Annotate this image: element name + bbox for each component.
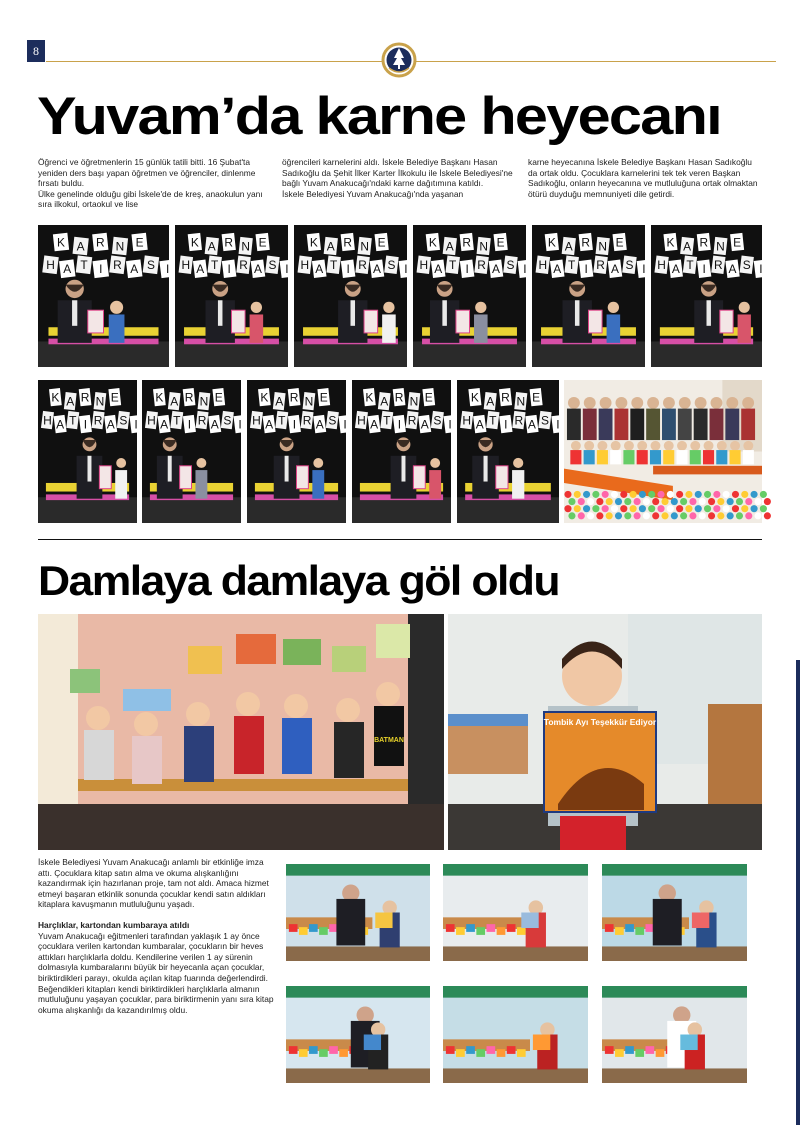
svg-text:A: A: [486, 394, 495, 409]
svg-text:S: S: [433, 413, 442, 428]
svg-text:T: T: [211, 258, 219, 273]
svg-text:N: N: [360, 239, 369, 254]
book-fair-photo: [602, 864, 747, 961]
svg-text:I: I: [404, 262, 408, 277]
book-fair-photo: [443, 864, 588, 961]
article-2-paragraph: İskele Belediyesi Yuvam Anakucağı anlamlı bir etkinliğe imza attı. Çocuklara kitap satın alma ve okuma alışkanlığını kazandırmak için hazırlanan proje, tam not aldı. Amaca hizmet etmeyi başaran etkinlik sonunda çocuklar kendi satın aldıkları kitaplara kavuşmanın mutluluğunu yaşadı.: [38, 857, 269, 910]
svg-text:A: A: [445, 239, 454, 254]
svg-text:A: A: [254, 262, 262, 277]
svg-text:R: R: [95, 235, 105, 250]
svg-text:A: A: [373, 262, 381, 277]
svg-text:H: H: [252, 413, 261, 428]
svg-text:T: T: [330, 258, 338, 273]
svg-text:A: A: [196, 262, 205, 277]
svg-text:A: A: [611, 262, 619, 277]
svg-text:H: H: [462, 413, 472, 428]
svg-text:I: I: [642, 262, 646, 277]
right-edge-bar: [796, 0, 800, 1125]
karne-photo: [651, 225, 762, 367]
svg-text:I: I: [134, 417, 138, 432]
article-2-paragraph: Yuvam Anakucağı eğitmenleri tarafından yaklaşık 1 ay önce çocuklara verilen kartondan kumbaralar, çocukların bir heves attıkları harçlıklarla doldu. Kendilerine verilen 1 ay sürenin dolmasıyla kumbaralarını büyük bir heyecanla açan çocuklar, biriktirdikleri parayı, okulda açılan kitap fuarında değerlendirdi. Beğendikleri kitapları kendi biriktirdikleri harçlıklarla almanın mutluluğunu yaşayan çocuklar, para biriktirmenin yanı sıra kitap okuma alışkanlığı da kazandırılmış oldu.: [38, 930, 274, 1015]
municipality-logo-icon: [381, 36, 417, 86]
svg-text:I: I: [187, 417, 192, 432]
svg-text:A: A: [130, 262, 139, 277]
svg-text:A: A: [160, 417, 169, 432]
svg-text:A: A: [315, 262, 324, 277]
svg-text:R: R: [224, 235, 234, 250]
svg-text:H: H: [538, 258, 548, 273]
book-fair-photo: [286, 864, 430, 961]
svg-text:R: R: [197, 413, 207, 428]
svg-text:T: T: [568, 258, 576, 273]
svg-text:I: I: [397, 417, 402, 432]
svg-text:T: T: [686, 258, 694, 273]
svg-text:I: I: [83, 417, 88, 432]
svg-text:N: N: [716, 239, 725, 254]
children-holding-books-photo: [38, 614, 444, 850]
svg-text:N: N: [479, 239, 488, 254]
svg-text:T: T: [80, 258, 88, 273]
svg-text:A: A: [380, 394, 389, 409]
page-number: 8: [27, 40, 45, 62]
svg-text:E: E: [424, 390, 433, 405]
karne-photo: [532, 225, 645, 367]
svg-text:A: A: [106, 417, 115, 432]
svg-text:S: S: [625, 258, 634, 273]
svg-text:A: A: [265, 417, 274, 432]
svg-text:K: K: [51, 390, 60, 405]
svg-text:N: N: [199, 394, 209, 409]
svg-text:S: S: [328, 413, 337, 428]
svg-text:K: K: [365, 390, 374, 405]
svg-text:R: R: [462, 235, 472, 250]
karne-photo: [175, 225, 288, 367]
svg-text:R: R: [358, 258, 367, 273]
svg-text:A: A: [56, 417, 65, 432]
article-1-paragraph: Öğrenci ve öğretmenlerin 15 günlük tatili bitti. 16 Şubat'ta yeniden ders başı yapan öğretmen ve öğrenciler, dinlenme fırsatı buldu.: [38, 157, 256, 189]
article-1-paragraph: İskele Belediyesi Yuvam Anakucağı'nda yaşanan: [282, 188, 464, 199]
svg-text:R: R: [394, 390, 404, 405]
svg-text:A: A: [527, 417, 536, 432]
karne-photo: [142, 380, 241, 523]
svg-text:H: H: [300, 258, 310, 273]
book-fair-photo: [602, 986, 747, 1083]
svg-text:A: A: [315, 417, 324, 432]
svg-text:H: H: [357, 413, 366, 428]
svg-text:R: R: [239, 258, 248, 273]
svg-text:K: K: [470, 390, 479, 405]
svg-text:I: I: [556, 417, 560, 432]
svg-text:S: S: [506, 258, 515, 273]
svg-text:H: H: [147, 413, 156, 428]
svg-text:R: R: [514, 413, 524, 428]
karne-photo: [38, 225, 169, 367]
svg-text:A: A: [434, 262, 443, 277]
svg-text:S: S: [119, 413, 128, 428]
svg-text:A: A: [326, 239, 335, 254]
karne-photo: [294, 225, 407, 367]
karne-photo: [352, 380, 451, 523]
svg-text:T: T: [173, 413, 181, 428]
svg-text:N: N: [95, 394, 105, 409]
svg-text:K: K: [666, 235, 675, 250]
svg-text:E: E: [110, 390, 119, 405]
svg-text:T: T: [489, 413, 497, 428]
svg-text:E: E: [532, 390, 541, 405]
svg-text:I: I: [523, 262, 527, 277]
svg-text:S: S: [742, 258, 751, 273]
svg-text:N: N: [516, 394, 526, 409]
svg-text:K: K: [428, 235, 437, 250]
svg-text:E: E: [615, 235, 624, 250]
svg-text:R: R: [113, 258, 122, 273]
svg-text:H: H: [46, 258, 55, 273]
svg-text:T: T: [383, 413, 391, 428]
svg-text:E: E: [496, 235, 505, 250]
svg-text:T: T: [69, 413, 77, 428]
svg-text:A: A: [683, 239, 692, 254]
svg-text:I: I: [346, 262, 350, 277]
svg-text:N: N: [115, 239, 125, 254]
boy-holding-book-photo: [448, 614, 762, 850]
svg-text:A: A: [66, 394, 75, 409]
book-fair-photo: [443, 986, 588, 1083]
svg-text:R: R: [184, 390, 194, 405]
svg-text:N: N: [598, 239, 607, 254]
svg-text:R: R: [581, 235, 591, 250]
svg-text:A: A: [475, 417, 484, 432]
svg-text:R: R: [477, 258, 486, 273]
group-ball-pit-photo: [564, 380, 762, 523]
svg-text:E: E: [319, 390, 328, 405]
svg-text:E: E: [377, 235, 386, 250]
svg-text:T: T: [278, 413, 286, 428]
article-2-headline: Damlaya damlaya göl oldu: [38, 557, 560, 604]
svg-text:A: A: [275, 394, 284, 409]
svg-text:I: I: [99, 262, 103, 277]
book-cover-title: Tombik Ayı Teşekkür Ediyor: [543, 717, 657, 727]
svg-text:S: S: [223, 413, 232, 428]
svg-text:R: R: [343, 235, 353, 250]
svg-text:A: A: [671, 262, 680, 277]
svg-text:A: A: [564, 239, 573, 254]
shirt-text: BATMAN: [374, 737, 404, 744]
svg-text:I: I: [504, 417, 508, 432]
svg-text:A: A: [76, 239, 85, 254]
svg-text:E: E: [258, 235, 267, 250]
article-1-column-2: [282, 157, 516, 199]
svg-text:A: A: [207, 239, 216, 254]
svg-text:A: A: [170, 394, 179, 409]
svg-text:A: A: [210, 417, 219, 432]
svg-text:T: T: [449, 258, 457, 273]
svg-text:S: S: [268, 258, 277, 273]
article-1-column-1: [38, 157, 270, 210]
svg-text:E: E: [733, 235, 742, 250]
book-fair-photo: [286, 986, 430, 1083]
svg-text:S: S: [146, 258, 155, 273]
article-2-body: [38, 857, 274, 1015]
svg-text:R: R: [714, 258, 723, 273]
svg-text:S: S: [387, 258, 396, 273]
svg-text:K: K: [547, 235, 556, 250]
svg-text:R: R: [80, 390, 90, 405]
svg-text:H: H: [181, 258, 191, 273]
svg-text:N: N: [304, 394, 314, 409]
svg-text:R: R: [501, 390, 510, 405]
article-1-column-3: [528, 157, 762, 199]
svg-text:R: R: [596, 258, 605, 273]
svg-text:R: R: [302, 413, 312, 428]
svg-text:K: K: [155, 390, 164, 405]
svg-text:K: K: [260, 390, 269, 405]
svg-text:A: A: [553, 262, 562, 277]
svg-text:K: K: [57, 235, 65, 250]
svg-text:R: R: [289, 390, 299, 405]
karne-photo: [247, 380, 346, 523]
svg-text:R: R: [699, 235, 709, 250]
svg-text:E: E: [214, 390, 223, 405]
article-2-subheading: Harçlıklar, kartondan kumbaraya atıldı: [38, 919, 190, 930]
article-1-headline: Yuvam’da karne heyecanı: [37, 87, 721, 146]
article-1-paragraph: karne heyecanına İskele Belediye Başkanı Hasan Sadıkoğlu da ortak oldu. Çocuklara karnelerini tek tek veren Başkan Sadıkoğlu, onların heyecanına ve mutluluğuna ortak olmaktan ötürü duyduğu memnuniyeti dile getirdi.: [528, 157, 758, 199]
karne-photo: [457, 380, 559, 523]
svg-text:S: S: [540, 413, 549, 428]
svg-text:A: A: [728, 262, 737, 277]
svg-text:I: I: [238, 417, 242, 432]
svg-text:I: I: [465, 262, 469, 277]
svg-text:H: H: [43, 413, 52, 428]
section-divider: [38, 539, 762, 540]
svg-text:R: R: [407, 413, 417, 428]
svg-text:I: I: [227, 262, 231, 277]
karne-photo: [413, 225, 526, 367]
article-1-paragraph: öğrencileri karnelerini aldı. İskele Belediye Başkanı Hasan Sadıkoğlu da Şehit İlker Karter İlkokulu ile İskele Belediyesi'ne bağlı Yuvam Anakucağı'ndaki karne dağıtımına katıldı.: [282, 157, 513, 189]
svg-text:I: I: [343, 417, 347, 432]
svg-text:K: K: [309, 235, 318, 250]
svg-text:A: A: [492, 262, 500, 277]
svg-text:I: I: [584, 262, 588, 277]
svg-text:K: K: [190, 235, 199, 250]
svg-text:H: H: [419, 258, 429, 273]
svg-text:A: A: [63, 262, 72, 277]
svg-text:I: I: [759, 262, 763, 277]
svg-text:I: I: [292, 417, 297, 432]
svg-text:A: A: [420, 417, 429, 432]
article-1-paragraph: Ülke genelinde olduğu gibi İskele'de de kreş, anaokulun yanı sıra ilkokul, ortaokul ve lise: [38, 188, 263, 210]
karne-photo: [38, 380, 137, 523]
svg-text:I: I: [285, 262, 289, 277]
svg-text:N: N: [241, 239, 250, 254]
svg-text:I: I: [702, 262, 706, 277]
svg-text:E: E: [135, 235, 144, 250]
svg-text:I: I: [448, 417, 452, 432]
svg-text:H: H: [657, 258, 666, 273]
svg-text:R: R: [93, 413, 103, 428]
svg-text:N: N: [409, 394, 419, 409]
svg-text:A: A: [370, 417, 379, 432]
svg-text:I: I: [166, 262, 170, 277]
